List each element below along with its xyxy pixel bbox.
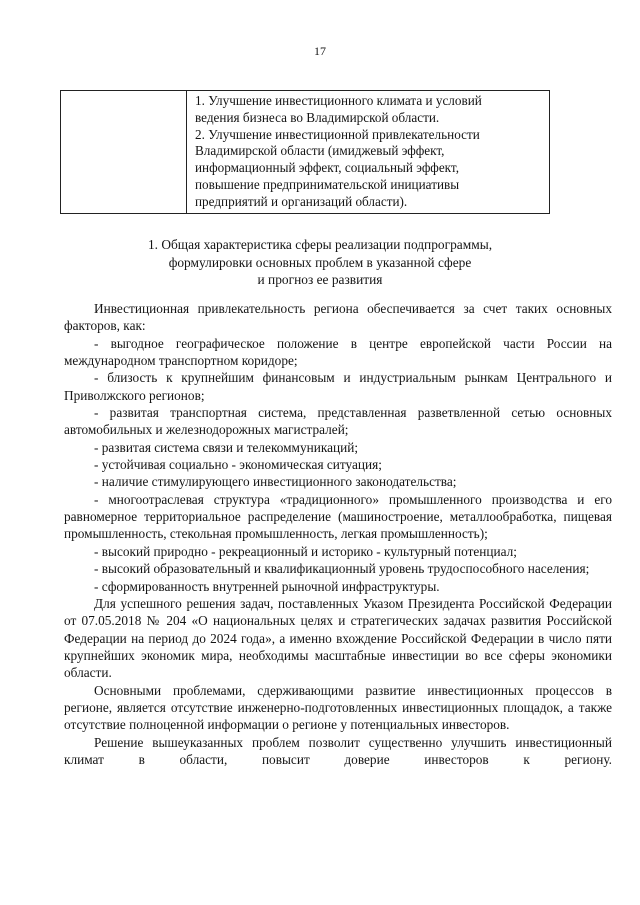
factor-item: - близость к крупнейшим финансовым и индустриальным рынкам Центрального и Приволжского регионов; (64, 370, 612, 403)
goal-line: 2. Улучшение инвестиционной привлекательности (195, 126, 480, 142)
goal-line: Владимирской области (имиджевый эффект, (195, 143, 445, 159)
goal-line: ведения бизнеса во Владимирской области. (195, 109, 440, 125)
factor-item: - устойчивая социально - экономическая ситуация; (94, 457, 382, 473)
intro-paragraph: Инвестиционная привлекательность региона обеспечивается за счет таких основных факторов, как: (64, 301, 612, 334)
goals-table-label-cell (61, 91, 187, 213)
goal-line: 1. Улучшение инвестиционного климата и условий (195, 93, 482, 108)
problems-paragraph: Основными проблемами, сдерживающими развитие инвестиционных процессов в регионе, является отсутствие инженерно-подготовленных инвестиционных площадок, а также отсутствие полноценной информации о регионе у потенциальных инвесторов. (64, 682, 612, 733)
section-heading-line: и прогноз ее развития (257, 272, 383, 287)
solution-paragraph: Решение вышеуказанных проблем позволит существенно улучшить инвестиционный климат в области, повысит доверие инвесторов к региону. (64, 734, 612, 767)
factor-item: - выгодное географическое положение в центре европейской части России на международном транспортном коридоре; (64, 335, 612, 369)
goals-table (60, 90, 550, 214)
goal-line: предприятий и организаций области). (195, 193, 408, 209)
decree-paragraph: Для успешного решения задач, поставленных Указом Президента Российской Федерации от 07.05.2018 № 204 «О национальных целях и стратегических задачах развития Российской Федерации на период до 2024 года», а именно вхождение Российской Федерации в число пяти крупнейших экономик мира, необходимы масштабные инвестиции во все сферы экономики области. (64, 595, 612, 681)
factor-item: - высокий образовательный и квалификационный уровень трудоспособного населения; (94, 561, 590, 577)
factor-item: - сформированность внутренней рыночной инфраструктуры. (94, 578, 440, 594)
body-text (64, 300, 612, 768)
factor-item: - развитая система связи и телекоммуникаций; (94, 439, 359, 455)
goals-table-goals-cell (187, 91, 549, 213)
factor-item: - развитая транспортная система, представленная разветвленной сетью основных автомобильных и железнодорожных магистралей; (64, 405, 612, 438)
factor-item: - высокий природно - рекреационный и историко - культурный потенциал; (94, 543, 518, 559)
factor-item: - многоотраслевая структура «традиционного» промышленного производства и его равномерное территориальное распределение (машиностроение, металлообработка, пищевая промышленность, стекольная промышленность, легкая промышленность); (64, 491, 612, 542)
page-number: 17 (314, 44, 326, 58)
section-heading (0, 236, 640, 289)
section-heading-line: формулировки основных проблем в указанной сфере (168, 254, 472, 270)
section-heading-line: 1. Общая характеристика сферы реализации подпрограммы, (147, 237, 493, 252)
goal-line: информационный эффект, социальный эффект, (195, 160, 459, 176)
goal-line: повышение предпринимательской инициативы (195, 176, 460, 192)
factor-item: - наличие стимулирующего инвестиционного законодательства; (94, 474, 457, 490)
